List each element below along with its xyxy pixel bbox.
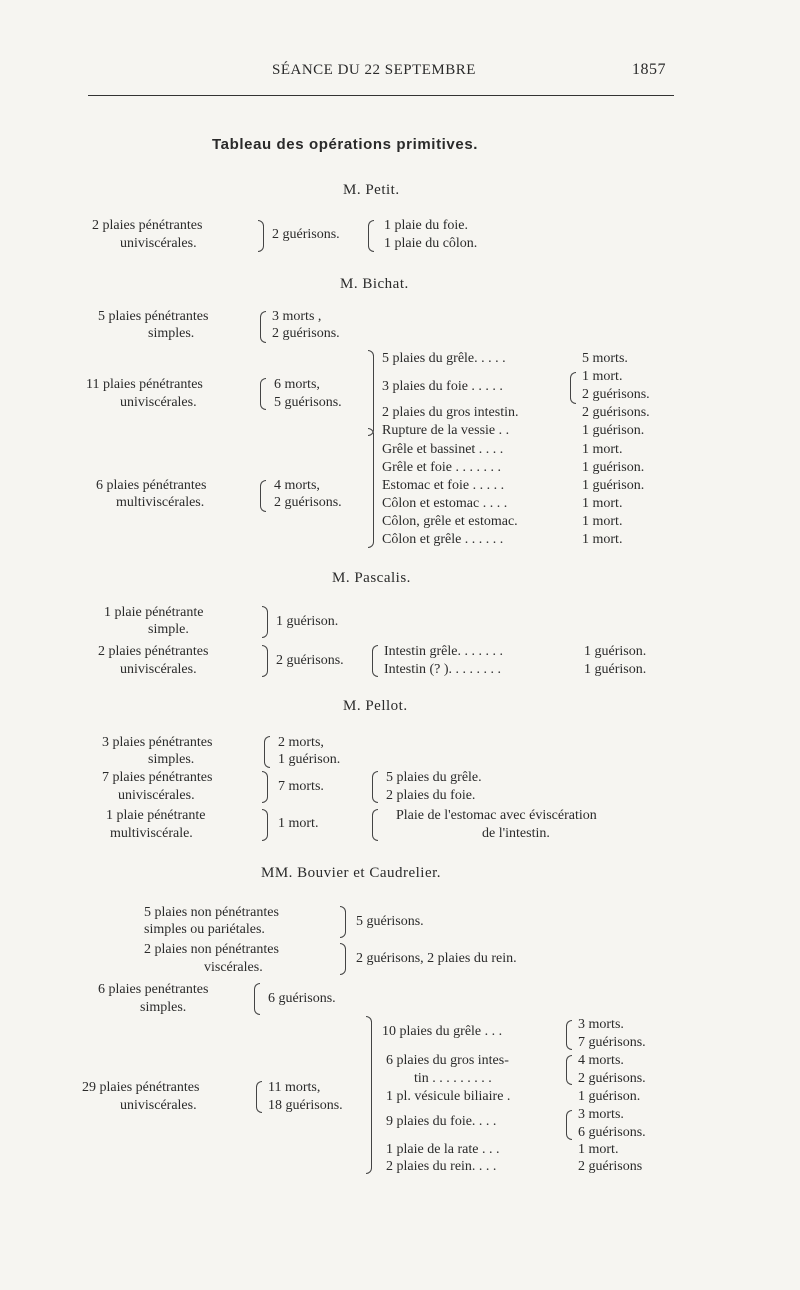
- pellot-g3-detail1: Plaie de l'estomac avec éviscération: [396, 808, 597, 823]
- brace: [254, 983, 260, 1015]
- brace: [368, 220, 374, 252]
- pascalis-g2-detail1: Intestin grêle. . . . . . .: [384, 644, 503, 659]
- brace: [372, 809, 378, 841]
- brace: [566, 1055, 572, 1085]
- bouvier-g2-line1: 2 plaies non pénétrantes: [144, 942, 279, 957]
- header-rule: [88, 95, 674, 96]
- bichat-g2-r1: 6 morts,: [274, 377, 320, 392]
- pascalis-g2-line1: 2 plaies pénétrantes: [98, 644, 209, 659]
- surgeon-pascalis: M. Pascalis.: [332, 570, 411, 586]
- bichat-g2-detail2: 3 plaies du foie . . . . .: [382, 379, 503, 394]
- bouvier-g4-r2: 18 guérisons.: [268, 1098, 343, 1113]
- bichat-g3-detail4: Côlon et estomac . . . .: [382, 496, 508, 511]
- pellot-g2-line2: univiscérales.: [118, 788, 195, 803]
- brace: [570, 372, 576, 404]
- brace: [260, 311, 266, 343]
- bichat-g2-line2: univiscérales.: [120, 395, 197, 410]
- bichat-g1-r1: 3 morts ,: [272, 309, 322, 324]
- brace: [258, 220, 264, 252]
- bouvier-g4-outcome-f: 2 guérisons: [578, 1159, 643, 1174]
- bichat-g2-detail1: 5 plaies du grêle. . . . .: [382, 351, 506, 366]
- bichat-g2-detail3: 2 plaies du gros intestin.: [382, 405, 519, 420]
- bichat-g3-detail3: Estomac et foie . . . . .: [382, 478, 505, 493]
- bichat-g3-outcome4: 1 mort.: [582, 496, 623, 511]
- table-title: Tableau des opérations primitives.: [212, 136, 479, 153]
- petit-g1-detail1: 1 plaie du foie.: [384, 218, 468, 233]
- bouvier-g2-result: 2 guérisons, 2 plaies du rein.: [356, 951, 517, 966]
- bichat-g2-outcome4: 1 guérison.: [582, 423, 645, 438]
- pellot-g3-line1: 1 plaie pénétrante: [106, 808, 206, 823]
- brace: [262, 606, 268, 638]
- brace: [262, 645, 268, 677]
- brace: [368, 428, 374, 548]
- bouvier-g4-outcome-e: 1 mort.: [578, 1142, 619, 1157]
- surgeon-pellot: M. Pellot.: [343, 698, 408, 714]
- bichat-g2-line1: 11 plaies pénétrantes: [86, 377, 203, 392]
- bouvier-g4-detail-e: 1 plaie de la rate . . .: [386, 1142, 500, 1157]
- bichat-g3-outcome3: 1 guérison.: [582, 478, 645, 493]
- bouvier-g2-line2: viscérales.: [204, 960, 263, 975]
- brace: [368, 350, 374, 436]
- bouvier-g4-detail-c: 1 pl. vésicule biliaire .: [386, 1089, 511, 1104]
- brace: [366, 1016, 372, 1174]
- bouvier-g3-result: 6 guérisons.: [268, 991, 336, 1006]
- pascalis-g1-line1: 1 plaie pénétrante: [104, 605, 204, 620]
- brace: [260, 480, 266, 512]
- pellot-g2-detail2: 2 plaies du foie.: [386, 788, 476, 803]
- bichat-g2-outcome2b: 2 guérisons.: [582, 387, 650, 402]
- pascalis-g2-outcome2: 1 guérison.: [584, 662, 647, 677]
- brace: [340, 906, 346, 938]
- pellot-g2-result: 7 morts.: [278, 779, 324, 794]
- bouvier-g4-outcome-c: 1 guérison.: [578, 1089, 641, 1104]
- bouvier-g4-line2: univiscérales.: [120, 1098, 197, 1113]
- bouvier-g4-r1: 11 morts,: [268, 1080, 321, 1095]
- bouvier-g4-outcome-a1: 3 morts.: [578, 1017, 624, 1032]
- brace: [260, 378, 266, 410]
- bouvier-g4-line1: 29 plaies pénétrantes: [82, 1080, 200, 1095]
- bichat-g2-outcome1: 5 morts.: [582, 351, 628, 366]
- bichat-g3-outcome2: 1 guérison.: [582, 460, 645, 475]
- bichat-g3-line1: 6 plaies pénétrantes: [96, 478, 207, 493]
- bichat-g3-detail6: Côlon et grêle . . . . . .: [382, 532, 504, 547]
- bichat-g2-outcome3: 2 guérisons.: [582, 405, 650, 420]
- bichat-g2-detail4: Rupture de la vessie . .: [382, 423, 510, 438]
- petit-g1-result: 2 guérisons.: [272, 227, 340, 242]
- brace: [566, 1020, 572, 1050]
- running-header-title: SÉANCE DU 22 SEPTEMBRE: [272, 62, 476, 78]
- bichat-g3-outcome6: 1 mort.: [582, 532, 623, 547]
- bichat-g1-line2: simples.: [148, 326, 195, 341]
- bichat-g1-line1: 5 plaies pénétrantes: [98, 309, 209, 324]
- brace: [372, 645, 378, 677]
- brace: [264, 736, 270, 768]
- bichat-g3-line2: multiviscérales.: [116, 495, 205, 510]
- bouvier-g1-result: 5 guérisons.: [356, 914, 424, 929]
- brace: [340, 943, 346, 975]
- pellot-g1-line2: simples.: [148, 752, 195, 767]
- bichat-g1-r2: 2 guérisons.: [272, 326, 340, 341]
- bichat-g3-outcome5: 1 mort.: [582, 514, 623, 529]
- pascalis-g2-detail2: Intestin (? ). . . . . . . .: [384, 662, 502, 677]
- surgeon-bichat: M. Bichat.: [340, 276, 409, 292]
- pellot-g1-r1: 2 morts,: [278, 735, 324, 750]
- surgeon-petit: M. Petit.: [343, 182, 400, 198]
- bichat-g3-detail2: Grêle et foie . . . . . . .: [382, 460, 501, 475]
- pascalis-g2-result: 2 guérisons.: [276, 653, 344, 668]
- bouvier-g4-detail-a: 10 plaies du grêle . . .: [382, 1024, 503, 1039]
- pascalis-g2-line2: univiscérales.: [120, 662, 197, 677]
- brace: [566, 1110, 572, 1140]
- bouvier-g4-outcome-b2: 2 guérisons.: [578, 1071, 646, 1086]
- bichat-g3-detail5: Côlon, grêle et estomac.: [382, 514, 518, 529]
- bichat-g3-r1: 4 morts,: [274, 478, 320, 493]
- surgeon-bouvier-caudrelier: MM. Bouvier et Caudrelier.: [261, 865, 442, 881]
- bichat-g3-detail1: Grêle et bassinet . . . .: [382, 442, 504, 457]
- pascalis-g2-outcome1: 1 guérison.: [584, 644, 647, 659]
- page-number: 1857: [632, 61, 666, 78]
- brace: [372, 771, 378, 803]
- bouvier-g1-line2: simples ou pariétales.: [144, 922, 265, 937]
- bichat-g2-r2: 5 guérisons.: [274, 395, 342, 410]
- brace: [256, 1081, 262, 1113]
- bouvier-g3-line1: 6 plaies penétrantes: [98, 982, 209, 997]
- brace: [262, 771, 268, 803]
- pellot-g1-r2: 1 guérison.: [278, 752, 341, 767]
- bichat-g3-outcome1: 1 mort.: [582, 442, 623, 457]
- bouvier-g4-outcome-a2: 7 guérisons.: [578, 1035, 646, 1050]
- pellot-g2-line1: 7 plaies pénétrantes: [102, 770, 213, 785]
- petit-g1-line1: 2 plaies pénétrantes: [92, 218, 203, 233]
- petit-g1-detail2: 1 plaie du côlon.: [384, 236, 478, 251]
- brace: [262, 809, 268, 841]
- bouvier-g3-line2: simples.: [140, 1000, 187, 1015]
- pellot-g3-line2: multiviscérale.: [110, 826, 193, 841]
- bichat-g2-outcome2a: 1 mort.: [582, 369, 623, 384]
- bouvier-g4-detail-f: 2 plaies du rein. . . .: [386, 1159, 497, 1174]
- pellot-g2-detail1: 5 plaies du grêle.: [386, 770, 482, 785]
- pellot-g1-line1: 3 plaies pénétrantes: [102, 735, 213, 750]
- bouvier-g4-outcome-b1: 4 morts.: [578, 1053, 624, 1068]
- pascalis-g1-line2: simple.: [148, 622, 189, 637]
- bouvier-g1-line1: 5 plaies non pénétrantes: [144, 905, 279, 920]
- bouvier-g4-outcome-d2: 6 guérisons.: [578, 1125, 646, 1140]
- pellot-g3-detail2: de l'intestin.: [482, 826, 550, 841]
- pascalis-g1-result: 1 guérison.: [276, 614, 339, 629]
- bouvier-g4-detail-b2: tin . . . . . . . . .: [414, 1071, 492, 1086]
- petit-g1-line2: univiscérales.: [120, 236, 197, 251]
- bouvier-g4-detail-d: 9 plaies du foie. . . .: [386, 1114, 497, 1129]
- bichat-g3-r2: 2 guérisons.: [274, 495, 342, 510]
- pellot-g3-result: 1 mort.: [278, 816, 319, 831]
- bouvier-g4-detail-b1: 6 plaies du gros intes-: [386, 1053, 509, 1068]
- bouvier-g4-outcome-d1: 3 morts.: [578, 1107, 624, 1122]
